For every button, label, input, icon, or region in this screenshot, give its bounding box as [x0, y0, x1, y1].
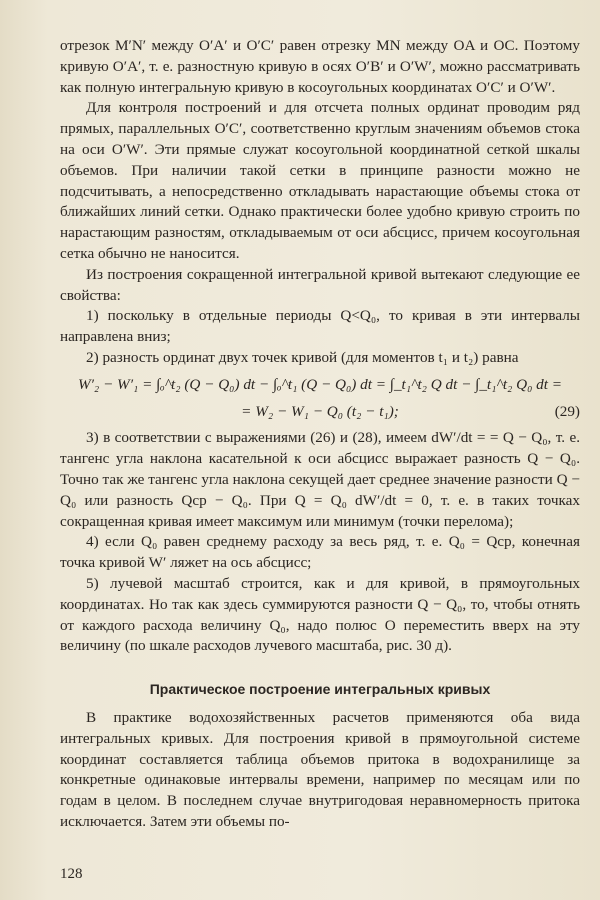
page-number: 128 — [60, 866, 83, 882]
property-1: 1) поскольку в отдельные периоды Q<Q₀, то кривая в эти интервалы направлена вниз; — [60, 307, 580, 346]
equation-29-line-2 — [60, 402, 580, 423]
equation-number: (29) — [554, 402, 580, 420]
page-text — [60, 36, 580, 833]
paragraph-2: Для контроля построений и для отсчета полных ординат проводим ряд прямых, параллельных O′C′, соответственно круглым значениям объемов стока на оси O′W′. Эти прямые служат косоугольной координатной сеткой шкалы объемов. При наличии такой сетки в принципе разности можно не подсчитывать, а непосредственно откладывать нарастающие объемы стока от ближайших линий сетки. Однако практически более удобно кривую строить по нарастающим разностям, откладываемым от оси абсцисс, причем косоугольная сетка обычно не наносится. — [60, 99, 580, 262]
property-3: 3) в соответствии с выражениями (26) и (28), имеем dW′/dt = = Q − Q₀, т. е. тангенс угла наклона касательной к оси абсцисс выражает разность Q − Q₀. Точно так же тангенс угла наклона секущей дает среднее значение разности Q − Q₀ или разность Qср − Q₀. При Q = Q₀ dW′/dt = 0, т. е. в таких точках сокращенная кривая имеет максимум или минимум (точки перелома); — [60, 429, 580, 530]
property-5: 5) лучевой масштаб строится, как и для кривой, в прямоугольных координатах. Но так как здесь суммируются разности Q − Q₀, то, чтобы отнять от каждого расхода величину Q₀, надо полюс O переместить вверх на эту величину (по шкале расходов лучевого масштаба, рис. 30 д). — [60, 574, 580, 655]
property-2: 2) разность ординат двух точек кривой (для моментов t₁ и t₂) равна — [86, 348, 519, 366]
paragraph-3: Из построения сокращенной интегральной кривой вытекают следующие ее свойства: — [60, 265, 580, 304]
section-heading: Практическое построение интегральных кривых — [149, 681, 491, 698]
paragraph-1: отрезок M′N′ между O′A′ и O′C′ равен отрезку MN между OA и OC. Поэтому кривую O′A′, т. е. разностную кривую в осях O′B′ и O′W′, можно рассматривать как полную интегральную кривую в косоугольных координатах O′C′ и O′W′. — [60, 37, 580, 96]
equation-29-line-1: W′₂ − W′₁ = ∫ₒ^t₂ (Q − Q₀) dt − ∫ₒ^t₁ (Q − Q₀) dt = ∫_t₁^t₂ Q dt − ∫_t₁^t₂ Q₀ dt = — [77, 375, 563, 393]
equation-29-body: = W₂ − W₁ − Q₀ (t₂ − t₁); — [241, 402, 399, 420]
paragraph-9: В практике водохозяйственных расчетов применяются оба вида интегральных кривых. Для построения кривой в прямоугольной системе координат составляется таблица объемов притока в водохранилище за конкретные одинаковые интервалы времени, например по месяцам или по годам в целом. В последнем случае внутригодовая неравномерность притока исключается. Затем эти объемы по- — [60, 708, 580, 830]
property-4: 4) если Q₀ равен среднему расходу за весь ряд, т. е. Q₀ = Qср, конечная точка кривой W′ ляжет на ось абсцисс; — [60, 533, 580, 572]
